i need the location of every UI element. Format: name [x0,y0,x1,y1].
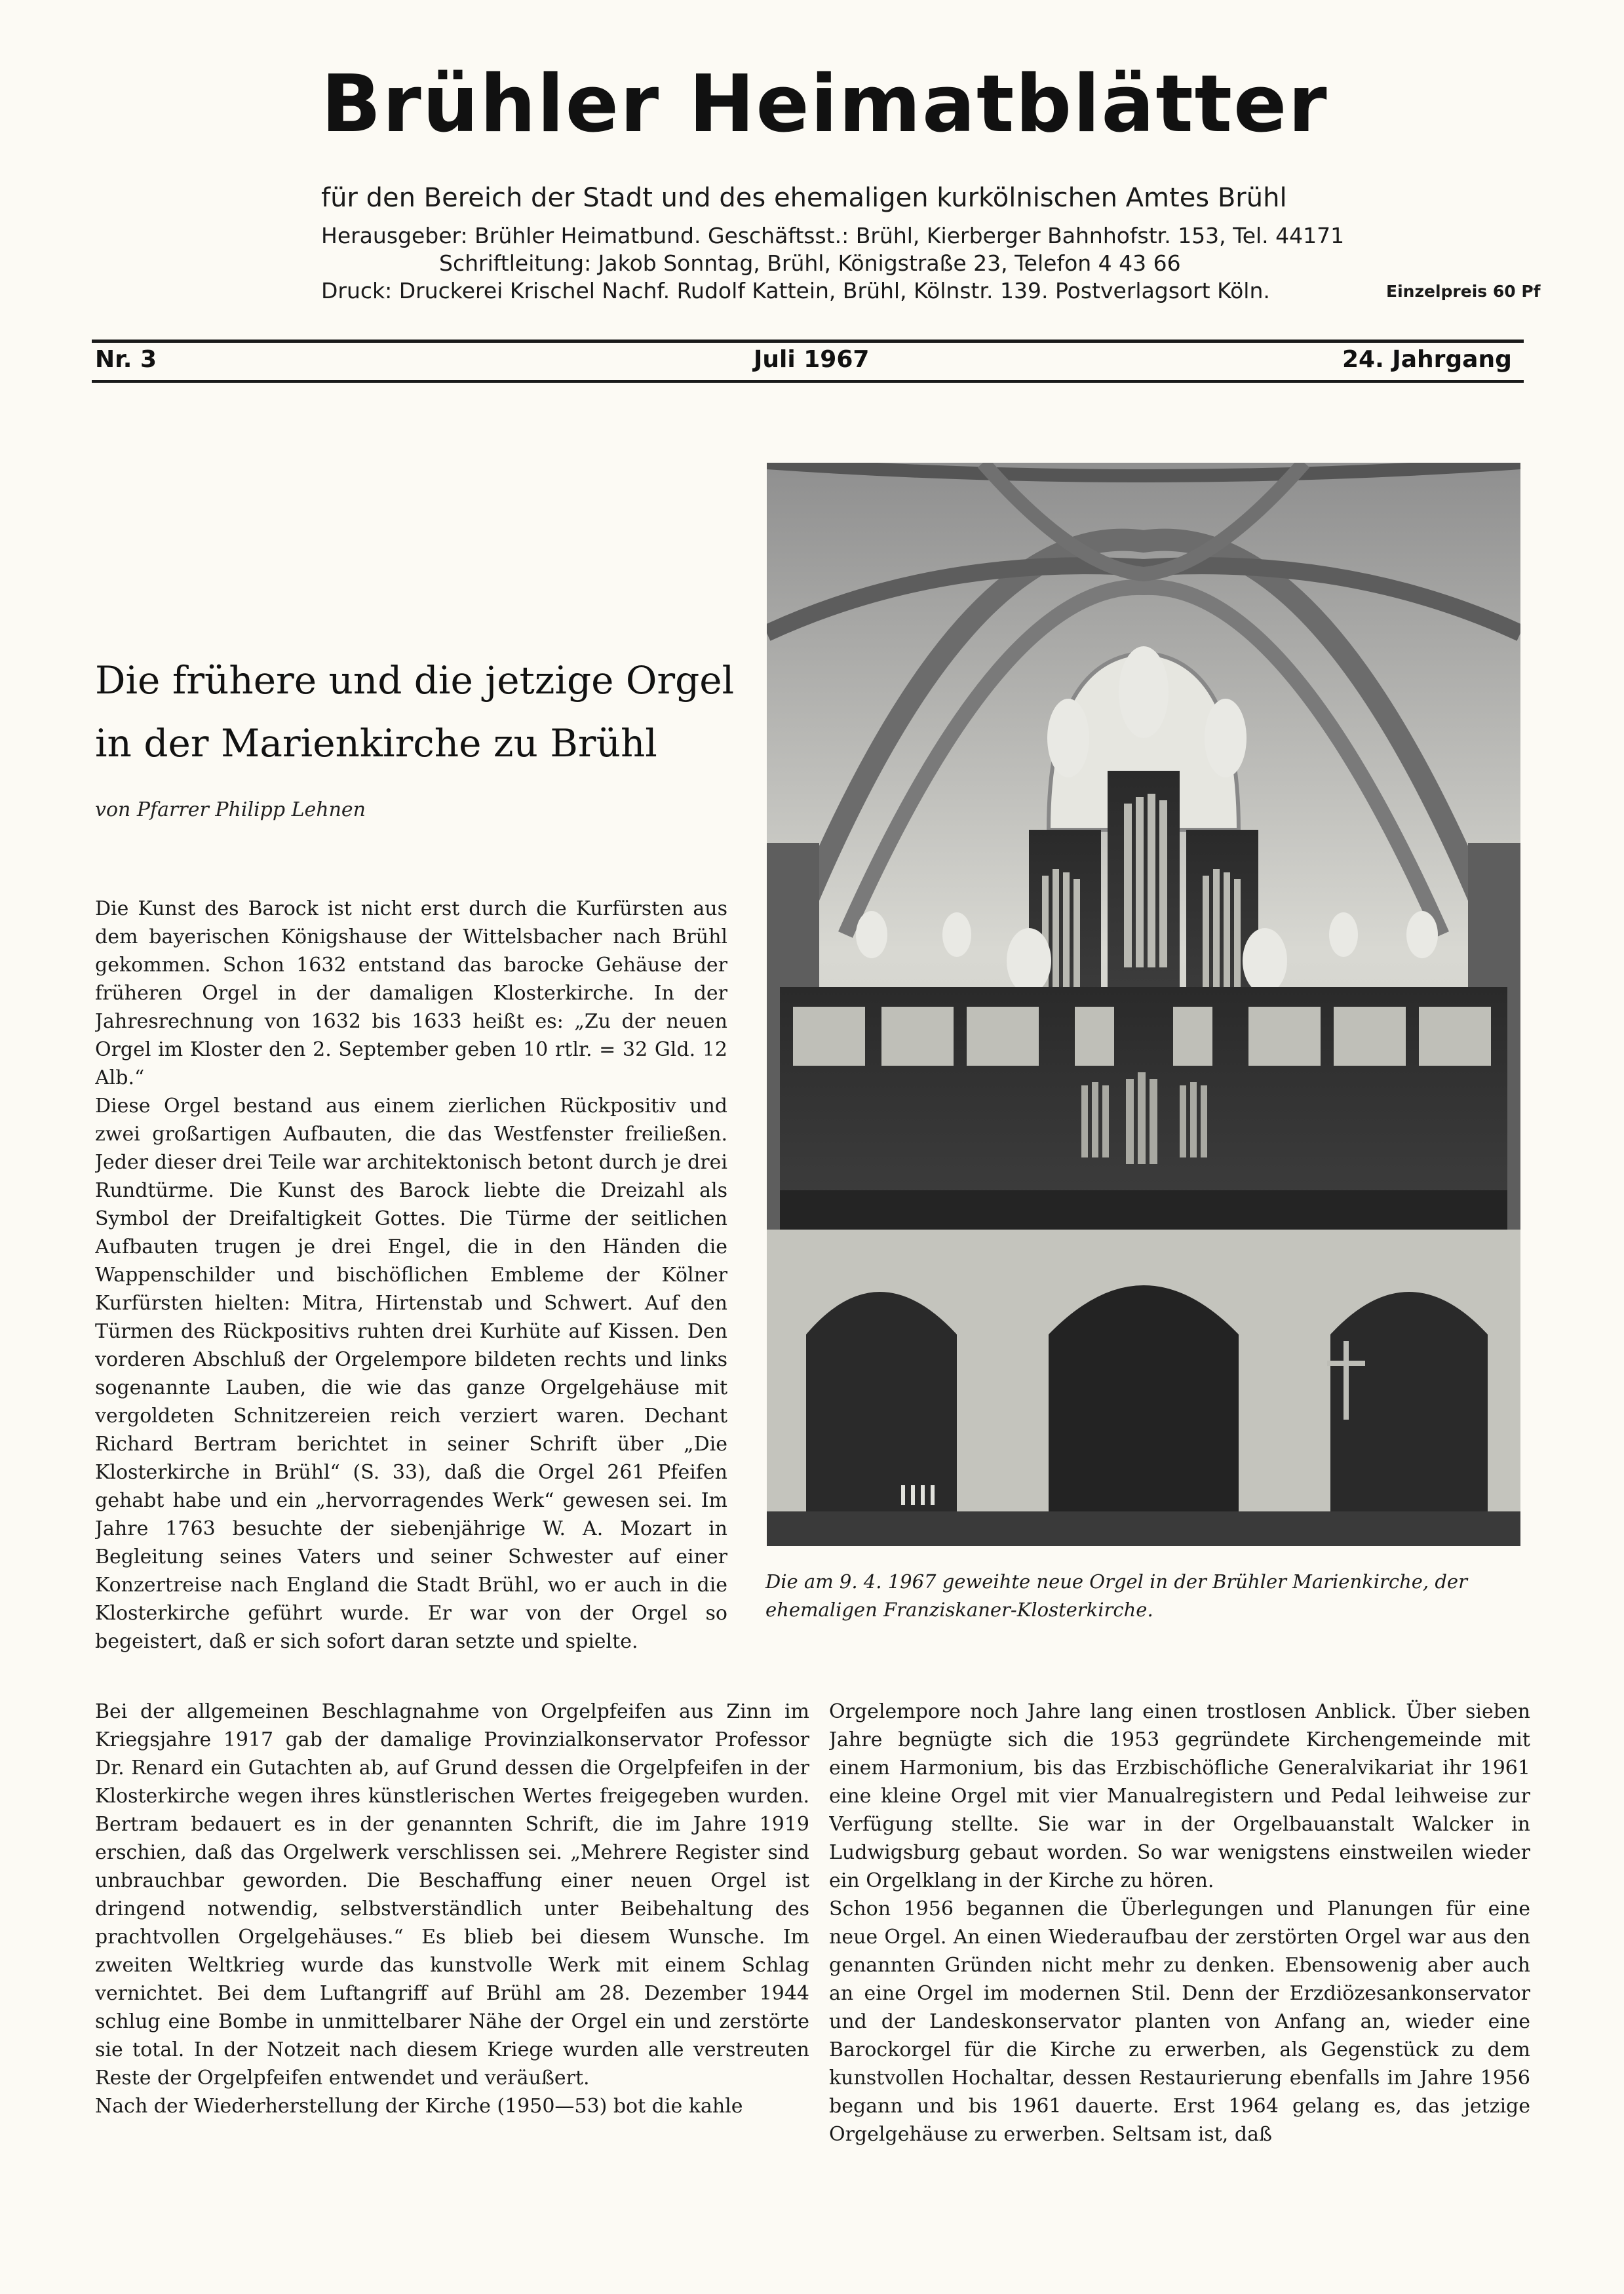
article-paragraph: Schon 1956 begannen die Überlegungen und Planungen für eine neue Orgel. An einen Wiederaufbau der zerstörten Orgel war aus den genannten Gründen nicht mehr zu denken. Ebensowenig aber auch an eine Orgel im modernen Stil. Denn der Erzdiözesankonservator und der Landeskonservator planten von Anfang an, wieder eine Barockorgel für die Kirche zu erwerben, als Gegenstück zu dem kunstvollen Hochaltar, dessen Restaurierung ebenfalls im Jahre 1956 begann und bis 1961 dauerte. Erst 1964 gelang es, das jetzige Orgelgehäuse zu erwerben. Seltsam ist, daß [829,1897,1530,2146]
masthead-printer: Druck: Druckerei Krischel Nachf. Rudolf Kattein, Brühl, Kölnstr. 139. Postverlagsort Köln. [321,278,1270,303]
article-paragraph: Die Kunst des Barock ist nicht erst durch die Kurfürsten aus dem bayerischen Königshause der Wittelsbacher nach Brühl gekommen. Schon 1632 entstand das barocke Gehäuse der früheren Orgel in der damaligen Klosterkirche. In der Jahresrechnung von 1632 bis 1633 heißt es: „Zu der neuen Orgel im Kloster den 2. September geben 10 rtlr. = 32 Gld. 12 Alb.“ [95,897,727,1089]
issue-rule-top [92,340,1524,343]
issue-date: Juli 1967 [754,346,870,373]
article-paragraph: Nach der Wiederherstellung der Kirche (1950—53) bot die kahle [95,2095,743,2118]
photo-caption: Die am 9. 4. 1967 geweihte neue Orgel in der Brühler Marienkirche, der ehemaligen Franziskaner-Klosterkirche. [765,1570,1467,1621]
article-paragraph: Orgelempore noch Jahre lang einen trostlosen Anblick. Über sieben Jahre begnügte sich die 1953 gegründete Kirchengemeinde mit einem Harmonium, bis das Erzbischöfliche Generalvikariat ihr 1961 eine kleine Orgel mit vier Manualregistern und Pedal leihweise zur Verfügung stellte. Sie war in der Orgelbauanstalt Walcker in Ludwigsburg gebaut worden. So war wenigstens einstweilen wieder ein Orgelklang in der Kirche zu hören. [829,1700,1530,1892]
masthead-editor: Schriftleitung: Jakob Sonntag, Brühl, Königstraße 23, Telefon 4 43 66 [439,250,1181,276]
issue-number: Nr. 3 [95,346,157,373]
organ-photo-drawing [767,463,1520,1546]
issue-rule-bottom [92,380,1524,383]
organ-photo [767,463,1520,1546]
article-left-column [95,1698,809,2176]
issue-volume: 24. Jahrgang [1342,346,1512,373]
article-intro-column [95,895,727,1684]
article-title: Die frühere und die jetzige Orgel in der Marienkirche zu Brühl [95,658,735,766]
masthead-publisher: Herausgeber: Brühler Heimatbund. Geschäftsst.: Brühl, Kierberger Bahnhofstr. 153, Tel. 44171 [321,223,1345,248]
article-paragraph: Bei der allgemeinen Beschlagnahme von Orgelpfeifen aus Zinn im Kriegsjahre 1917 gab der damalige Provinzialkonservator Professor Dr. Renard ein Gutachten ab, auf Grund dessen die Orgelpfeifen in der Klosterkirche wegen ihres künstlerischen Wertes freigegeben wurden. Bertram bedauert es in der genannten Schrift, die im Jahre 1919 erschien, daß das Orgelwerk verschlissen sei. „Mehrere Register sind unbrauchbar geworden. Die Beschaffung einer neuen Orgel ist dringend notwendig, selbstverständlich unter Beibehaltung des prachtvollen Orgelgehäuses.“ Es blieb bei diesem Wunsche. Im zweiten Weltkrieg wurde das kunstvolle Werk mit einem Schlag vernichtet. Bei dem Luftangriff auf Brühl am 28. Dezember 1944 schlug eine Bombe in unmittelbarer Nähe der Orgel ein und zerstörte sie total. In der Notzeit nach diesem Kriege wurden alle verstreuten Reste der Orgelpfeifen entwendet und veräußert. [95,1700,809,2090]
article-paragraph: Diese Orgel bestand aus einem zierlichen Rückpositiv und zwei großartigen Aufbauten, die das Westfenster freiließen. Jeder dieser drei Teile war architektonisch betont durch je drei Rundtürme. Die Kunst des Barock liebte die Dreizahl als Symbol der Dreifaltigkeit Gottes. Die Türme der seitlichen Aufbauten trugen je drei Engel, die in den Händen die Wappenschilder und bischöflichen Embleme der Kölner Kurfürsten hielten: Mitra, Hirtenstab und Schwert. Auf den Türmen des Rückpositivs ruhten drei Kurhüte auf Kissen. Den vorderen Abschluß der Orgelempore bildeten rechts und links sogenannte Lauben, die wie das ganze Orgelgehäuse mit vergoldeten Schnitzereien reich verziert waren. Dechant Richard Bertram berichtet in seiner Schrift über „Die Klosterkirche in Brühl“ (S. 33), daß die Orgel 261 Pfeifen gehabt habe und ein „hervorragendes Werk“ gewesen sei. Im Jahre 1763 besuchte der siebenjährige W. A. Mozart in Begleitung seines Vaters und seiner Schwester auf einer Konzertreise nach England die Stadt Brühl, wo er auch in die Klosterkirche geführt wurde. Er war von der Orgel so begeistert, daß er sich sofort daran setzte und spielte. [95,1095,727,1653]
masthead-title: Brühler Heimatblätter [321,59,1328,150]
article-right-column [829,1698,1530,2176]
issue-price: Einzelpreis 60 Pf [1386,282,1541,301]
masthead-subtitle: für den Bereich der Stadt und des ehemaligen kurkölnischen Amtes Brühl [321,183,1287,213]
article-byline: von Pfarrer Philipp Lehnen [95,798,366,821]
